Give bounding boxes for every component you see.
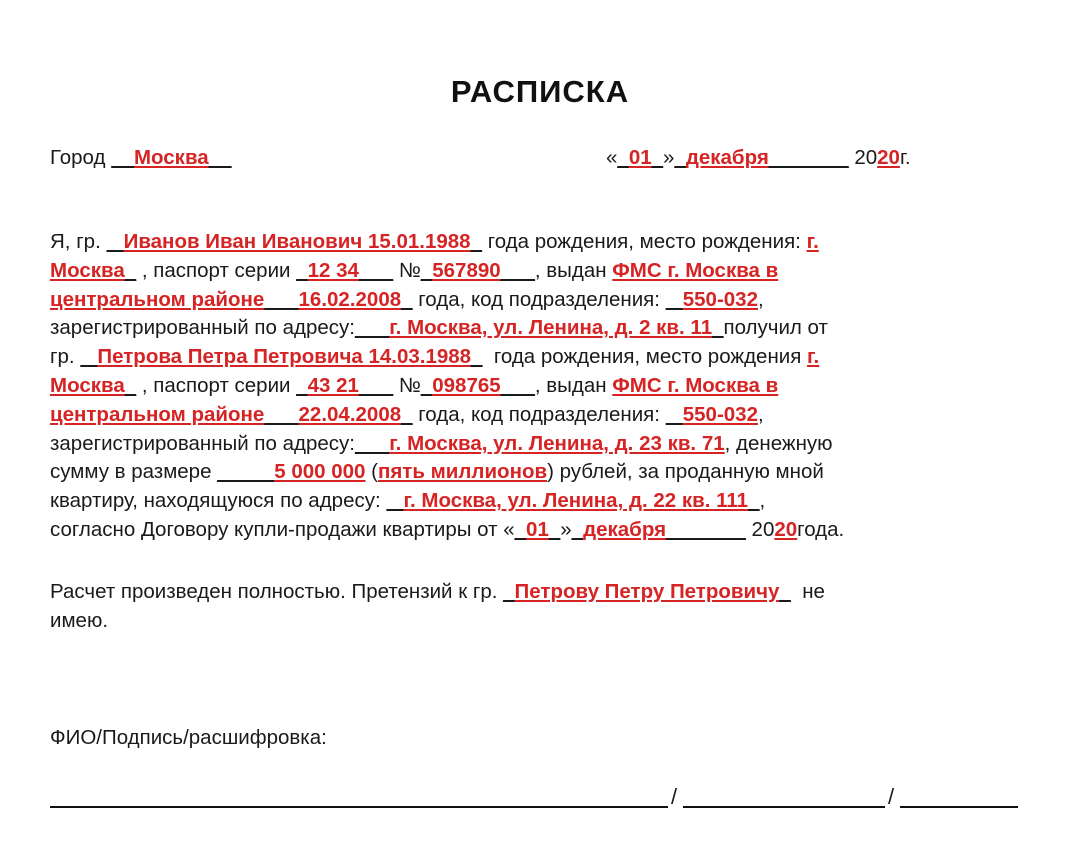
payer-name-field: Петрова Петра Петровича 14.03.1988 (97, 345, 472, 369)
recipient-name-field: Иванов Иван Иванович 15.01.1988 (123, 230, 471, 253)
contract-month-field: декабря (583, 517, 667, 541)
payer-passport-number-field: 098765 (432, 373, 501, 397)
signature-separator: / (671, 784, 678, 809)
receipt-body: Я, гр. _Иванов Иван Иванович 15.01.1988_ года рождения, место рождения: г. Москва_ , паспорт серии _12 34___ №_567890___, выдан ФМС г. Москва в центральном районе___16.02.2008_ года, код подразделения: _550-032, зарегистрированный по адресу:___г. Москва, ул. Ленина, д. 2 кв. 11_получил от гр. _Петрова Петра Петровича 14.03.1988_ года рождения, место рождения г. Москва_ , паспорт серии _43 21___ №_098765___, выдан ФМС г. Москва в центральном районе___22.04.2008_ года, код подразделения: _550-032, зарегистрированный по адресу:___г. Москва, ул. Ленина, д. 23 кв. 71, денежную сумму в размере _____5 000 000 (пять миллионов) рублей, за проданную мной квартиру, находящуюся по адресу: _г. Москва, ул. Ленина, д. 22 кв. 111_, согласно Договору купли-продажи квартиры от «_01_»_декабря_______ 2020года. (50, 230, 845, 541)
payer-issue-date-field: 22.04.2008 (298, 402, 402, 426)
date-year-field: 20 (877, 146, 900, 169)
apartment-address-field: г. Москва, ул. Ленина, д. 22 кв. 111 (403, 489, 749, 513)
date-line: «_01_»_декабря_______ 2020г. (606, 146, 911, 169)
date-day-field: 01 (628, 146, 652, 169)
city-line: Город _Москва__ (50, 146, 232, 169)
signature-decoding-line (900, 784, 1018, 808)
city-field: Москва (133, 146, 209, 169)
payer-address-field: г. Москва, ул. Ленина, д. 23 кв. 71 (389, 431, 725, 455)
amount-field: 5 000 000 (274, 460, 366, 484)
signature-lines (50, 784, 1018, 808)
recipient-passport-series-field: 12 34 (307, 258, 359, 282)
recipient-birthplace-field: г. (806, 230, 819, 253)
settlement-paragraph: Расчет произведен полностью. Претензий к гр. _Петрову Петру Петровичу_ не имею. (50, 580, 825, 632)
recipient-address-field: г. Москва, ул. Ленина, д. 2 кв. 11 (389, 316, 713, 340)
payer-passport-series-field: 43 21 (307, 373, 359, 397)
date-month-field: декабря (685, 146, 769, 169)
document-title: РАСПИСКА (450, 74, 630, 109)
payer-issuer-field: ФМС г. Москва в (612, 373, 779, 397)
fio-signature-line (50, 784, 668, 808)
amount-words-field: пять миллионов (377, 460, 548, 484)
signature-label: ФИО/Подпись/расшифровка: (50, 726, 327, 749)
recipient-issue-date-field: 16.02.2008 (298, 287, 402, 311)
recipient-passport-number-field: 567890 (432, 258, 501, 282)
payer-birthplace-field: г. (807, 345, 820, 369)
city-label: Город (50, 146, 106, 169)
contract-day-field: 01 (526, 517, 549, 541)
contract-year-field: 20 (774, 517, 798, 541)
recipient-issuer-field: ФМС г. Москва в (612, 258, 779, 282)
recipient-code-field: 550-032 (682, 287, 758, 311)
payer-code-field: 550-032 (682, 402, 758, 426)
signature-separator: / (888, 784, 895, 809)
settlement-name-field: Петрову Петру Петровичу (514, 580, 780, 603)
signature-line (683, 784, 885, 808)
